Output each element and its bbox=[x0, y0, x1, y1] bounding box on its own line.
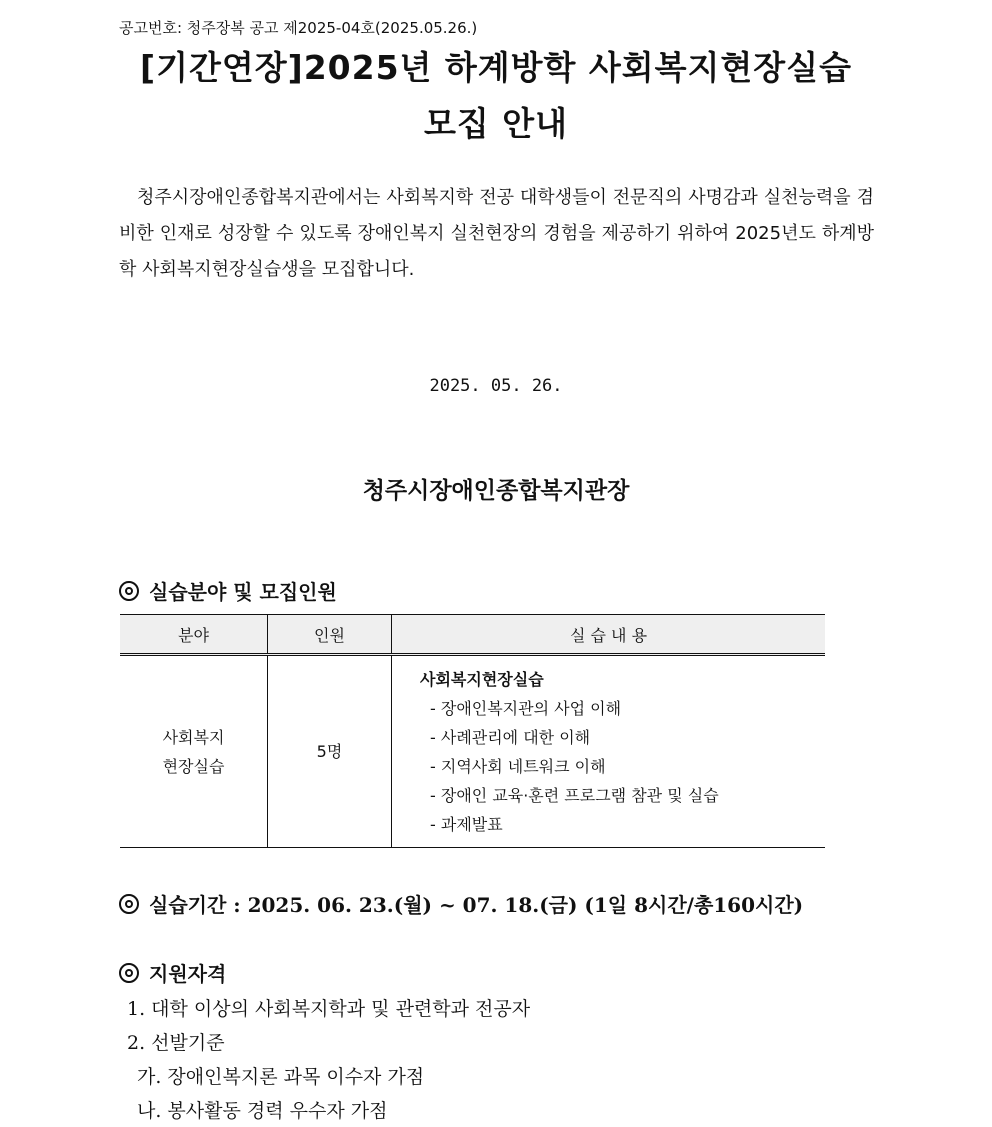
qualification-item-2: 2. 선발기준 bbox=[127, 1032, 225, 1054]
cell-content bbox=[392, 655, 826, 848]
content-item: - 장애인 교육·훈련 프로그램 참관 및 실습 bbox=[430, 785, 719, 805]
header-content: 실 습 내 용 bbox=[392, 615, 826, 655]
content-item: - 지역사회 네트워크 이해 bbox=[430, 756, 606, 776]
section3-title: 지원자격 bbox=[149, 962, 227, 986]
header-count: 인원 bbox=[268, 615, 392, 655]
content-title: 사회복지현장실습 bbox=[420, 669, 544, 689]
intro-paragraph bbox=[119, 180, 874, 288]
double-circle-bullet-icon bbox=[119, 894, 139, 914]
notice-number: 공고번호: 청주장복 공고 제2025-04호(2025.05.26.) bbox=[119, 19, 478, 37]
qualification-item-2a: 가. 장애인복지론 과목 이수자 가점 bbox=[137, 1066, 425, 1088]
content-item: - 장애인복지관의 사업 이해 bbox=[430, 698, 622, 718]
field-line-1: 사회복지 bbox=[162, 727, 225, 747]
section2-title: 실습기간 : 2025. 06. 23.(월) ~ 07. 18.(금) (1일 8시간/총160시간) bbox=[149, 893, 804, 917]
intro-text: 청주시장애인종합복지관에서는 사회복지학 전공 대학생들이 전문직의 사명감과 실천능력을 겸비한 인재로 성장할 수 있도록 장애인복지 실천현장의 경험을 제공하기 위하여 2025년도 하계방학 사회복지현장실습생을 모집합니다. bbox=[119, 187, 874, 280]
content-item: - 사례관리에 대한 이해 bbox=[430, 727, 591, 747]
double-circle-bullet-icon bbox=[119, 963, 139, 983]
cell-field bbox=[120, 655, 268, 848]
title-line-1: [기간연장]2025년 하계방학 사회복지현장실습 bbox=[140, 48, 852, 87]
content-item: - 과제발표 bbox=[430, 814, 503, 834]
qualification-item-2b: 나. 봉사활동 경력 우수자 가점 bbox=[137, 1100, 388, 1122]
section-period-heading bbox=[119, 889, 803, 918]
header-field: 분야 bbox=[120, 615, 268, 655]
table-row bbox=[120, 655, 825, 848]
table-header-row bbox=[120, 615, 825, 655]
organization-signature: 청주시장애인종합복지관장 bbox=[362, 477, 630, 504]
section-recruitment-heading bbox=[119, 576, 337, 605]
section1-title: 실습분야 및 모집인원 bbox=[149, 580, 337, 604]
recruitment-table bbox=[120, 614, 825, 848]
title-line-2: 모집 안내 bbox=[423, 104, 568, 143]
qualification-item-1: 1. 대학 이상의 사회복지학과 및 관련학과 전공자 bbox=[127, 998, 531, 1020]
cell-count: 5명 bbox=[268, 655, 392, 848]
section-qualification-heading bbox=[119, 958, 226, 987]
double-circle-bullet-icon bbox=[119, 581, 139, 601]
field-line-2: 현장실습 bbox=[162, 756, 225, 776]
announcement-date: 2025. 05. 26. bbox=[429, 376, 563, 396]
